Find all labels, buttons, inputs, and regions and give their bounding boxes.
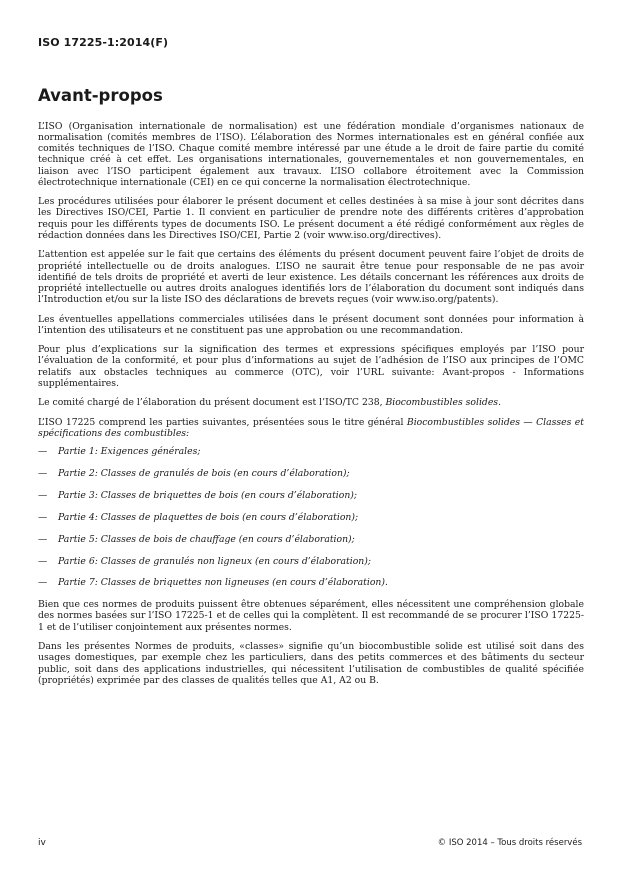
series-intro-prefix: L’ISO 17225 comprend les parties suivantes, présentées sous le titre général (38, 416, 407, 428)
list-item-text: Partie 3: Classes de briquettes de bois (en cours d’élaboration); (58, 489, 357, 501)
paragraph-product-standards: Bien que ces normes de produits puissent être obtenues séparément, elles nécessitent une compréhension globale des normes basées sur l’ISO 17225-1 et de celles qui la complètent. Il est recommandé de se procurer l’ISO 17225-1 et de l’utiliser conjointement aux présentes normes. (38, 599, 584, 633)
committee-name: Biocombustibles solides (385, 397, 499, 409)
paragraph-patents: L’attention est appelée sur le fait que certains des éléments du présent document peuvent faire l’objet de droits de propriété intellectuelle ou de droits analogues. L’ISO ne saurait être tenue pour responsable de ne pas avoir identifié de tels droits de propriété et averti de leur existence. Les détails concernant les références aux droits de propriété intellectuelle ou autres droits analogues identifiés lors de l’élaboration du document sont indiqués dans l’Introduction et/ou sur la liste ISO des déclarations de brevets reçues (voir www.iso.org/patents). (38, 249, 584, 305)
dash-bullet: — (38, 446, 48, 458)
list-item-text: Partie 5: Classes de bois de chauffage (en cours d’élaboration); (58, 533, 355, 545)
list-item-text: Partie 6: Classes de granulés non ligneux (en cours d’élaboration); (58, 555, 371, 567)
parts-list (38, 446, 584, 588)
dash-bullet: — (38, 467, 48, 479)
list-item (38, 490, 584, 501)
list-item (38, 446, 584, 457)
dash-bullet: — (38, 533, 48, 545)
list-item-text: Partie 1: Exigences générales; (58, 446, 201, 458)
list-item (38, 512, 584, 523)
paragraph-series-intro (38, 417, 584, 439)
list-item (38, 556, 584, 567)
dash-bullet: — (38, 489, 48, 501)
paragraph-committee (38, 397, 584, 408)
committee-suffix: . (498, 397, 502, 409)
page-number: iv (38, 838, 46, 848)
paragraph-classes: Dans les présentes Normes de produits, «classes» signifie qu’un biocombustible solide est utilisé soit dans des usages domestiques, par exemple chez les particuliers, dans des petits commerces et des bâtiments du secteur public, soit dans des applications industrielles, qui nécessitent l’utilisation de combustibles de qualité spécifiée (propriétés) exprimée par des classes de qualités telles que A1, A2 ou B. (38, 641, 584, 686)
dash-bullet: — (38, 511, 48, 523)
copyright-notice: © ISO 2014 – Tous droits réservés (437, 838, 582, 848)
list-item (38, 468, 584, 479)
series-title: Biocombustibles solides — Classes et spécifications des combustibles: (38, 416, 584, 439)
dash-bullet: — (38, 577, 48, 589)
section-title: Avant-propos (38, 86, 163, 105)
paragraph-trade-names: Les éventuelles appellations commerciales utilisées dans le présent document sont données pour information à l’intention des utilisateurs et ne constituent pas une approbation ou une recommandation. (38, 313, 584, 336)
document-id: ISO 17225-1:2014(F) (38, 36, 169, 49)
paragraph-conformity: Pour plus d’explications sur la signification des termes et expressions spécifiques employés par l’ISO pour l’évaluation de la conformité, et pour plus d’informations au sujet de l’adhésion de l’ISO aux principes de l’OMC relatifs aux obstacles techniques au commerce (OTC), voir l’URL suivante: Avant-propos - Informations supplémentaires. (38, 344, 584, 389)
list-item-text: Partie 7: Classes de briquettes non ligneuses (en cours d’élaboration). (58, 577, 388, 589)
list-item (38, 577, 584, 588)
list-item-text: Partie 2: Classes de granulés de bois (en cours d’élaboration); (58, 467, 350, 479)
page-body (38, 121, 584, 694)
paragraph-iso-intro: L’ISO (Organisation internationale de normalisation) est une fédération mondiale d’organismes nationaux de normalisation (comités membres de l’ISO). L’élaboration des Normes internationales est en général confiée aux comités techniques de l’ISO. Chaque comité membre intéressé par une étude a le droit de faire partie du comité technique créé à cet effet. Les organisations internationales, gouvernementales et non gouvernementales, en liaison avec l’ISO participent également aux travaux. L’ISO collabore étroitement avec la Commission électrotechnique internationale (CEI) en ce qui concerne la normalisation électrotechnique. (38, 121, 584, 188)
committee-prefix: Le comité chargé de l’élaboration du présent document est l’ISO/TC 238, (38, 397, 386, 409)
paragraph-procedures: Les procédures utilisées pour élaborer le présent document et celles destinées à sa mise à jour sont décrites dans les Directives ISO/CEI, Partie 1. Il convient en particulier de prendre note des différents critères d’approbation requis pour les différents types de documents ISO. Le présent document a été rédigé conformément aux règles de rédaction données dans les Directives ISO/CEI, Partie 2 (voir www.iso.org/directives). (38, 196, 584, 241)
list-item-text: Partie 4: Classes de plaquettes de bois (en cours d’élaboration); (58, 511, 359, 523)
list-item (38, 534, 584, 545)
dash-bullet: — (38, 555, 48, 567)
